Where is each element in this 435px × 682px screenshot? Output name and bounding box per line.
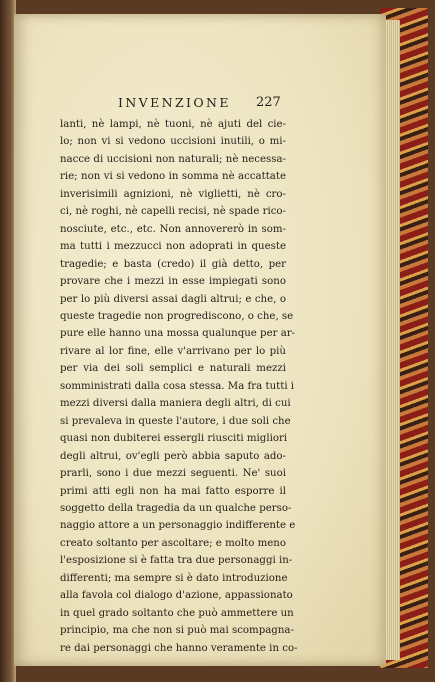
text-line: lo; non vi si vedono uccisioni inutili, o mi- xyxy=(60,136,286,148)
page-number: 227 xyxy=(256,95,281,110)
text-line: pure elle hanno una mossa qualunque per ar- xyxy=(60,328,296,340)
text-line: quasi non dubiterei essergli riusciti migliori xyxy=(60,433,288,445)
text-line: alla favola col dialogo d'azione, appassionato xyxy=(60,590,293,602)
text-line: tragedie; e basta (credo) il già detto, per xyxy=(60,258,286,270)
text-line: re dai personaggi che hanno veramente in co- xyxy=(60,642,298,654)
page-header xyxy=(100,95,350,113)
running-head: INVENZIONE xyxy=(118,95,231,110)
text-line: per via dei soli semplici e naturali mezzi xyxy=(60,363,286,375)
text-line: inverisimili agnizioni, nè viglietti, nè cro- xyxy=(60,188,286,200)
text-line: nosciute, etc., etc. Non annovererò in som- xyxy=(60,223,286,235)
text-line: rivare al lor fine, elle v'arrivano per lo più xyxy=(60,345,286,357)
text-line: soggetto della tragedia da un qualche perso- xyxy=(60,502,292,514)
text-line: mezzi diversi dalla maniera degli altri, di cui xyxy=(60,398,291,410)
text-line: naggio attore a un personaggio indifferente e xyxy=(60,520,296,532)
text-line: differenti; ma sempre si è dato introduzione xyxy=(60,572,288,584)
text-line: rie; non vi si vedono in somma nè accattate xyxy=(60,171,286,183)
text-line: nacce di uccisioni non naturali; nè necessa- xyxy=(60,153,286,165)
text-line: l'esposizione si è fatta tra due personaggi in- xyxy=(60,555,293,567)
text-line: primi atti egli non ha mai fatto esporre il xyxy=(60,485,286,497)
text-line: somministrati dalla cosa stessa. Ma fra tutti i xyxy=(60,380,295,392)
text-line: ci, nè roghi, nè capelli recisi, nè spade rico- xyxy=(60,206,286,218)
text-line: lanti, nè lampi, nè tuoni, nè ajuti del cie- xyxy=(60,119,286,130)
page-edges xyxy=(386,20,400,660)
text-line: si prevaleva in queste l'autore, i due soli che xyxy=(60,415,291,427)
text-line: queste tragedie non progrediscono, o che, se xyxy=(60,310,294,322)
text-line: provare che i mezzi in esse impiegati sono xyxy=(60,276,286,288)
text-line: principio, ma che non si può mai scompagna- xyxy=(60,625,294,637)
body-text xyxy=(60,116,298,657)
text-line: in quel grado soltanto che può ammettere un xyxy=(60,607,294,619)
text-line: degli altrui, ov'egli però abbia saputo ado- xyxy=(60,450,286,462)
text-line: ma tutti i mezzucci non adoprati in queste xyxy=(60,241,286,253)
text-line: per lo più diversi assai dagli altrui; e che, o xyxy=(60,293,286,305)
text-line: creato soltanto per ascoltare; e molto meno xyxy=(60,537,286,549)
text-line: prarli, sono i due mezzi seguenti. Ne' suoi xyxy=(60,468,286,480)
